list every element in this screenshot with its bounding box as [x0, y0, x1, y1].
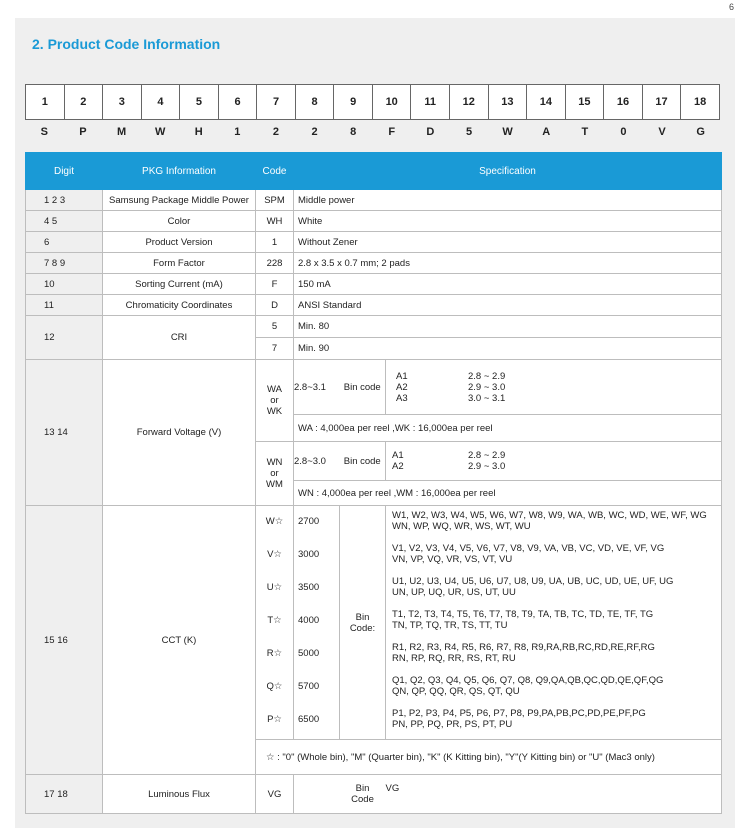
cct-symbol-cell [256, 506, 294, 740]
cct-temperature: 6500 [298, 714, 320, 725]
cct-bin-list [392, 607, 721, 640]
code-letter: S [40, 126, 48, 138]
code-position-cell: 17 [642, 85, 681, 120]
cct-bin-line: Q1, Q2, Q3, Q4, Q5, Q6, Q7, Q8, Q9,QA,QB,QC,QD,QE,QF,QG [392, 675, 664, 686]
spec-cell: Min. 80 [294, 316, 722, 338]
cct-symbol: T☆ [267, 615, 282, 626]
code-position-cell: 13 [488, 85, 527, 120]
cct-bin-line: T1, T2, T3, T4, T5, T6, T7, T8, T9, TA, TB, TC, TD, TE, TF, TG [392, 609, 654, 620]
code-position-cell: 10 [372, 85, 411, 120]
vf-bins-cell [386, 442, 722, 481]
cct-bin-line: WN, WP, WQ, WR, WS, WT, WU [392, 521, 531, 532]
pkg-cell: Color [103, 211, 256, 232]
code-position-cell: 7 [257, 85, 296, 120]
code-position-cell: 11 [411, 85, 450, 120]
code-position-cell: 4 [141, 85, 180, 120]
code-letter: V [658, 126, 666, 138]
code-position-table [25, 84, 720, 120]
bin-code-label [340, 360, 386, 415]
cct-bin-list [392, 508, 721, 541]
cct-bin-list [392, 541, 721, 574]
bin-code-text: Bin code [343, 381, 381, 393]
flux-bin-label-line: Code [351, 794, 374, 805]
pkg-cell: Product Version [103, 232, 256, 253]
flux-empty-cell [294, 775, 340, 814]
table-row [26, 316, 722, 338]
digit-cell: 11 [26, 295, 103, 316]
digit-cell: 12 [26, 316, 103, 360]
code-letter: 2 [311, 126, 318, 138]
cct-bin-line: QN, QP, QQ, QR, QS, QT, QU [392, 686, 520, 697]
code-position-cell: 3 [103, 85, 142, 120]
code-cell [256, 442, 294, 506]
header-specification: Specification [294, 153, 722, 190]
cct-bin-line: P1, P2, P3, P4, P5, P6, P7, P8, P9,PA,PB,PC,PD,PE,PF,PG [392, 708, 646, 719]
table-header-row [26, 153, 722, 190]
vf-range: 2.8~3.0 [294, 455, 326, 467]
code-cell: 1 [256, 232, 294, 253]
bin-id: A1 [392, 450, 404, 461]
code-letter: 5 [465, 126, 473, 138]
cct-temperature: 3500 [298, 582, 320, 593]
bin-range: 2.8 ~ 2.9 [468, 370, 506, 382]
vf-range: 2.8~3.1 [294, 381, 326, 393]
code-cell: 228 [256, 253, 294, 274]
table-row [26, 274, 722, 295]
digit-cell: 15 16 [26, 506, 103, 775]
cct-bin-list [392, 706, 721, 739]
bin-range: 2.9 ~ 3.0 [468, 381, 506, 393]
bin-range: 3.0 ~ 3.1 [468, 392, 506, 404]
spec-table [25, 152, 722, 814]
header-digit: Digit [26, 153, 103, 190]
cct-temp-cell [294, 506, 340, 740]
digit-cell: 10 [26, 274, 103, 295]
cct-symbol: V☆ [267, 549, 282, 560]
table-row [26, 295, 722, 316]
bin-id: A3 [396, 392, 408, 404]
code-cell: F [256, 274, 294, 295]
code-cell: VG [256, 775, 294, 814]
cct-temperature: 5700 [298, 681, 320, 692]
cct-bin-list [392, 673, 721, 706]
header-pkg-information: PKG Information [103, 153, 256, 190]
code-position-cell: 12 [450, 85, 489, 120]
code-cell: D [256, 295, 294, 316]
code-position-cell: 14 [527, 85, 566, 120]
page-number: 6 [728, 2, 734, 12]
cct-temperature: 5000 [298, 648, 320, 659]
code-line: WM [266, 479, 283, 490]
spec-cell: White [294, 211, 722, 232]
pkg-cell: CCT (K) [103, 506, 256, 775]
section-title: 2. Product Code Information [32, 36, 221, 52]
cct-bin-label: Bin [355, 611, 370, 623]
cct-bin-label: Code: [349, 622, 376, 634]
cct-symbol: Q☆ [266, 681, 283, 692]
pkg-cell: Chromaticity Coordinates [103, 295, 256, 316]
cct-note: ☆ : "0" (Whole bin), "M" (Quarter bin), "K" (K Kitting bin), "Y"(Y Kitting bin) or "U" (Mac3 only) [256, 740, 722, 775]
cct-symbol: R☆ [266, 648, 283, 659]
code-position-cell: 9 [334, 85, 373, 120]
code-letter: A [542, 126, 551, 138]
spec-cell [386, 775, 722, 814]
code-line: WK [266, 406, 283, 417]
code-cell: SPM [256, 190, 294, 211]
table-row [26, 360, 722, 415]
code-letter: F [388, 126, 396, 138]
code-letter: P [79, 126, 87, 138]
bin-code-label [340, 442, 386, 481]
spec-cell: ANSI Standard [294, 295, 722, 316]
pkg-cell: CRI [103, 316, 256, 360]
vf-range-cell [294, 442, 340, 481]
bin-range: 2.8 ~ 2.9 [468, 450, 506, 461]
cct-symbol: W☆ [265, 516, 284, 527]
code-letter: 8 [350, 126, 357, 138]
pkg-cell: Luminous Flux [103, 775, 256, 814]
code-position-cell: 15 [565, 85, 604, 120]
code-letter: 2 [272, 126, 280, 138]
cct-temperature: 4000 [298, 615, 320, 626]
digit-cell: 13 14 [26, 360, 103, 506]
bin-code-text: Bin code [343, 455, 381, 467]
code-cell: 5 [256, 316, 294, 338]
pkg-cell: Forward Voltage (V) [103, 360, 256, 506]
code-letter: D [426, 126, 435, 138]
table-row [26, 253, 722, 274]
code-letter: W [502, 126, 513, 138]
spec-cell: 2.8 x 3.5 x 0.7 mm; 2 pads [294, 253, 722, 274]
code-line: or [270, 395, 279, 406]
vf-range-cell [294, 360, 340, 415]
code-line: or [270, 468, 279, 479]
code-letter: 1 [234, 126, 241, 138]
spec-cell: 150 mA [294, 274, 722, 295]
digit-cell: 1 2 3 [26, 190, 103, 211]
code-position-cell: 1 [26, 85, 65, 120]
cct-bin-line: RN, RP, RQ, RR, RS, RT, RU [392, 653, 516, 664]
pkg-cell: Sorting Current (mA) [103, 274, 256, 295]
flux-spec: VG [385, 782, 400, 794]
table-row [26, 775, 722, 814]
cct-symbol: U☆ [266, 582, 283, 593]
code-letter: 0 [620, 126, 627, 138]
cct-bin-line: V1, V2, V3, V4, V5, V6, V7, V8, V9, VA, VB, VC, VD, VE, VF, VG [392, 543, 665, 554]
table-row [26, 211, 722, 232]
code-letter: W [154, 126, 166, 138]
bin-range: 2.9 ~ 3.0 [468, 461, 506, 472]
bin-id: A2 [392, 461, 404, 472]
spec-cell: Without Zener [294, 232, 722, 253]
code-position-cell: 18 [681, 85, 720, 120]
code-line: WA [267, 384, 282, 395]
code-cell: WH [256, 211, 294, 232]
bin-id: A2 [396, 381, 408, 393]
code-line: WN [266, 457, 283, 468]
vf-bins-cell [386, 360, 722, 415]
bin-id: A1 [396, 370, 408, 382]
code-position-cell: 8 [295, 85, 334, 120]
code-letter: H [194, 126, 203, 138]
vf-note: WA : 4,000ea per reel ,WK : 16,000ea per reel [294, 415, 722, 442]
cct-bin-line: TN, TP, TQ, TR, TS, TT, TU [392, 620, 508, 631]
cct-bins-cell [386, 506, 722, 740]
cct-bin-list [392, 640, 721, 673]
table-row [26, 506, 722, 740]
cct-bin-line: W1, W2, W3, W4, W5, W6, W7, W8, W9, WA, WB, WC, WD, WE, WF, WG [392, 510, 707, 521]
pkg-cell: Samsung Package Middle Power [103, 190, 256, 211]
spec-cell: Middle power [294, 190, 722, 211]
cct-bin-line: VN, VP, VQ, VR, VS, VT, VU [392, 554, 513, 565]
code-letter: G [696, 126, 705, 138]
digit-cell: 17 18 [26, 775, 103, 814]
code-position-cell: 2 [64, 85, 103, 120]
code-letter-row [25, 126, 720, 138]
flux-bin-label-line: Bin [355, 783, 370, 794]
cct-bin-label-cell [340, 506, 386, 740]
cct-temperature: 3000 [298, 549, 320, 560]
header-code: Code [256, 153, 294, 190]
digit-cell: 6 [26, 232, 103, 253]
code-letter: M [116, 126, 127, 138]
code-cell: 7 [256, 338, 294, 360]
cct-temperature: 2700 [298, 516, 320, 527]
code-position-cell: 5 [180, 85, 219, 120]
vf-note: WN : 4,000ea per reel ,WM : 16,000ea per reel [294, 481, 722, 506]
cct-bin-line: R1, R2, R3, R4, R5, R6, R7, R8, R9,RA,RB,RC,RD,RE,RF,RG [392, 642, 655, 653]
digit-cell: 7 8 9 [26, 253, 103, 274]
table-row [26, 190, 722, 211]
digit-cell: 4 5 [26, 211, 103, 232]
code-position-cell: 6 [218, 85, 257, 120]
flux-bin-label [340, 775, 386, 814]
cct-bin-list [392, 574, 721, 607]
code-letter: T [581, 126, 589, 138]
spec-cell: Min. 90 [294, 338, 722, 360]
code-position-cell: 16 [604, 85, 643, 120]
pkg-cell: Form Factor [103, 253, 256, 274]
cct-bin-line: PN, PP, PQ, PR, PS, PT, PU [392, 719, 513, 730]
table-row [26, 232, 722, 253]
code-cell [256, 360, 294, 442]
cct-bin-line: U1, U2, U3, U4, U5, U6, U7, U8, U9, UA, UB, UC, UD, UE, UF, UG [392, 576, 674, 587]
cct-bin-line: UN, UP, UQ, UR, US, UT, UU [392, 587, 516, 598]
cct-symbol: P☆ [267, 714, 282, 725]
